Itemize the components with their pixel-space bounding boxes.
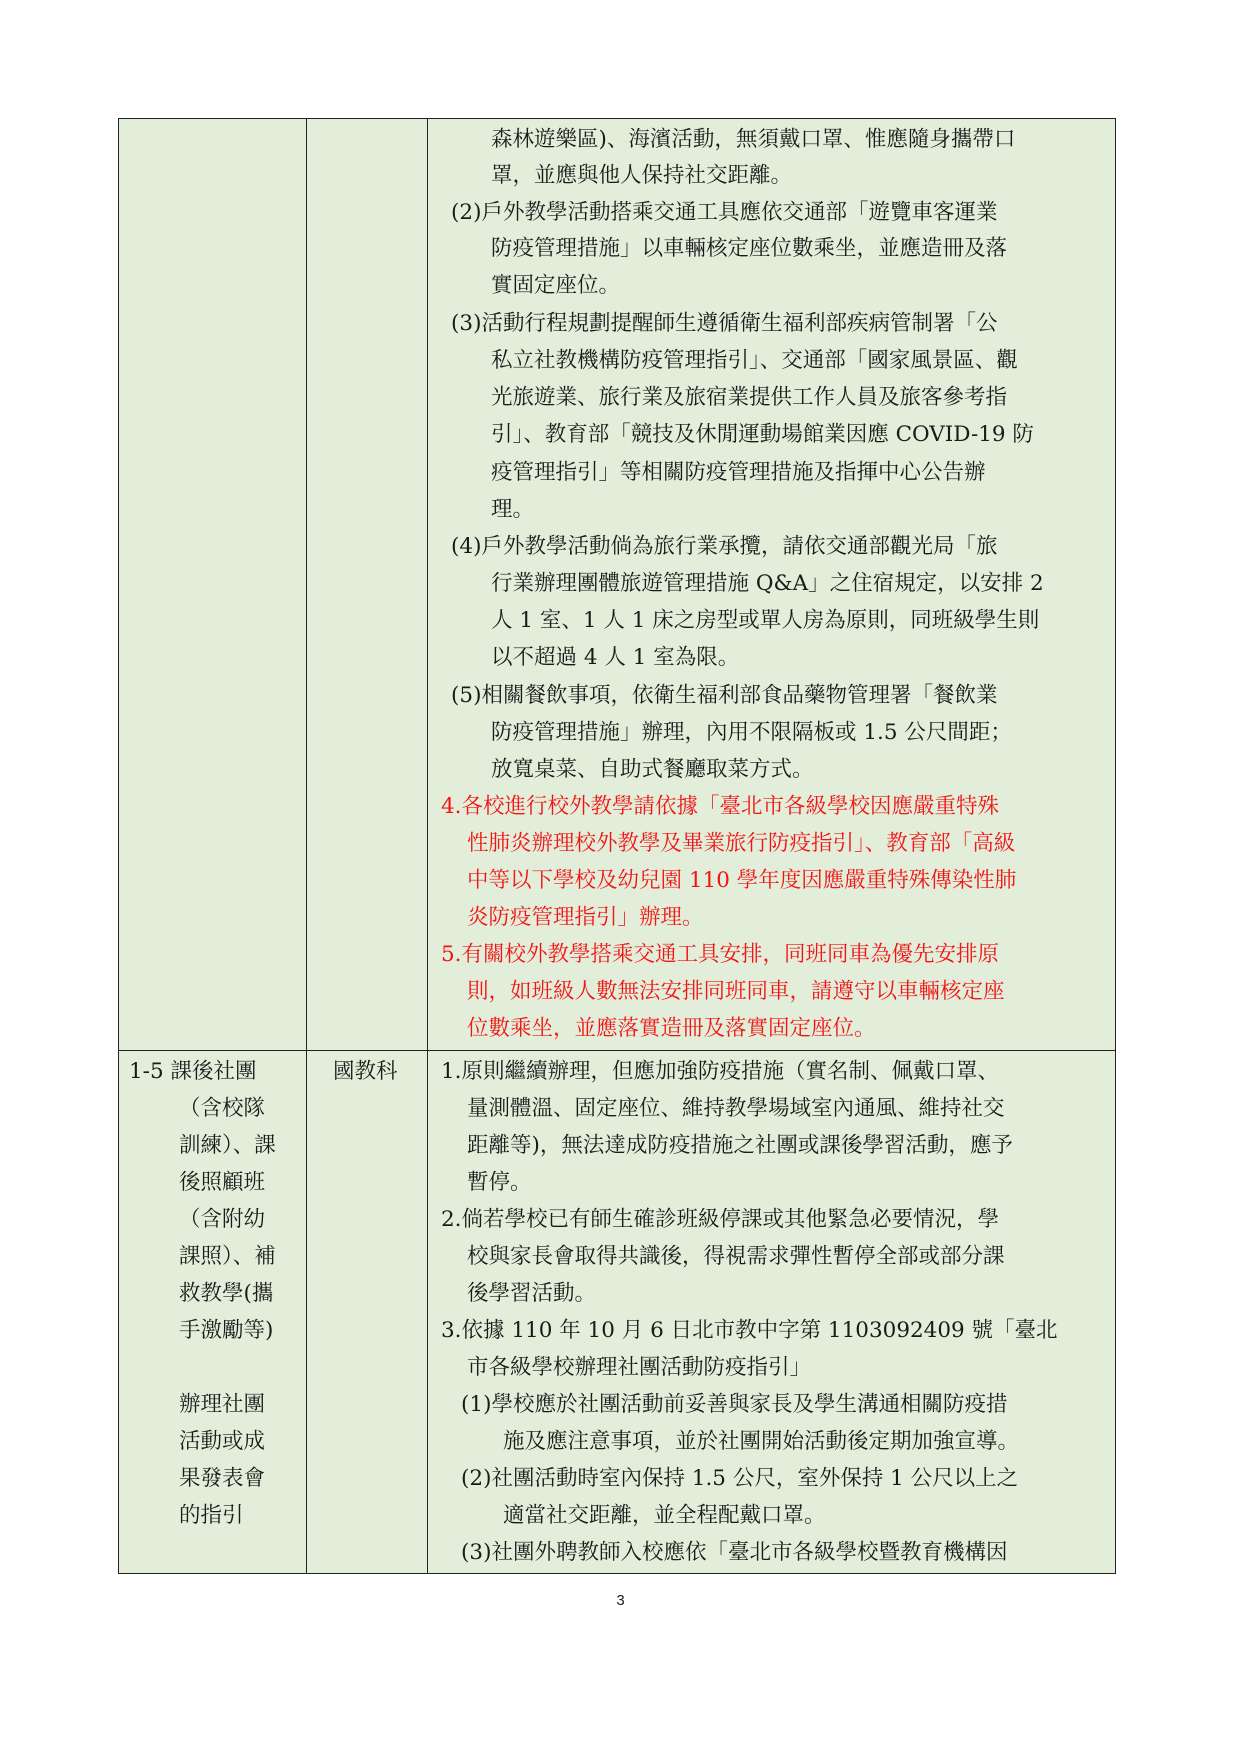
- content-line: (4)戶外教學活動倘為旅行業承攬，請依交通部觀光局「旅: [451, 534, 998, 559]
- content-line: (2)戶外教學活動搭乘交通工具應依交通部「遊覽車客運業: [451, 200, 998, 225]
- content-line-highlight: 位數乘坐，並應落實造冊及落實固定座位。: [467, 1016, 876, 1041]
- content-line: 理。: [491, 497, 535, 522]
- item-line: 1-5 課後社團: [129, 1059, 257, 1084]
- content-line: 量測體溫、固定座位、維持教學場域室內通風、維持社交: [467, 1096, 1005, 1121]
- content-line: (1)學校應於社團活動前妥善與家長及學生溝通相關防疫措: [461, 1392, 1008, 1417]
- column-divider-2: [427, 119, 428, 1573]
- content-line: (3)活動行程規劃提醒師生遵循衛生福利部疾病管制署「公: [451, 311, 998, 336]
- content-line: 暫停。: [467, 1170, 532, 1195]
- column-divider-1: [306, 119, 307, 1573]
- content-line: 防疫管理措施」辦理，內用不限隔板或 1.5 公尺間距；: [491, 720, 1012, 745]
- content-line-highlight: 中等以下學校及幼兒園 110 學年度因應嚴重特殊傳染性肺: [467, 868, 1017, 893]
- content-line: 人 1 室、1 人 1 床之房型或單人房為原則，同班級學生則: [491, 608, 1040, 633]
- content-line-highlight: 5.有關校外教學搭乘交通工具安排，同班同車為優先安排原: [441, 942, 1000, 967]
- item-line: 後照顧班: [179, 1170, 266, 1195]
- item-line: 訓練）、課: [179, 1133, 276, 1158]
- content-line: (3)社團外聘教師入校應依「臺北市各級學校暨教育機構因: [461, 1540, 1008, 1565]
- content-line: 光旅遊業、旅行業及旅宿業提供工作人員及旅客參考指: [491, 385, 1008, 410]
- item-line: 辦理社團: [179, 1392, 266, 1417]
- content-line: 引」、教育部「競技及休閒運動場館業因應 COVID-19 防: [491, 422, 1034, 447]
- content-line: 防疫管理措施」以車輛核定座位數乘坐，並應造冊及落: [491, 236, 1008, 261]
- content-line-highlight: 4.各校進行校外教學請依據「臺北市各級學校因應嚴重特殊: [441, 794, 1000, 819]
- item-line: 活動或成: [179, 1429, 266, 1454]
- content-line: 適當社交距離，並全程配戴口罩。: [503, 1503, 826, 1528]
- content-line: 放寬桌菜、自助式餐廳取菜方式。: [491, 757, 814, 782]
- item-line: 手激勵等): [179, 1318, 274, 1343]
- guideline-table: [118, 118, 1116, 1574]
- content-line: 森林遊樂區)、海濱活動，無須戴口罩、惟應隨身攜帶口: [491, 127, 1016, 152]
- item-line: 課照）、補: [179, 1244, 276, 1269]
- content-line: 校與家長會取得共識後，得視需求彈性暫停全部或部分課: [467, 1244, 1005, 1269]
- content-line: 以不超過 4 人 1 室為限。: [491, 645, 740, 670]
- content-line: 市各級學校辦理社團活動防疫指引」: [467, 1355, 812, 1380]
- content-line: 1.原則繼續辦理，但應加強防疫措施（實名制、佩戴口罩、: [441, 1059, 1000, 1084]
- content-line-highlight: 炎防疫管理指引」辦理。: [467, 905, 704, 930]
- item-line: （含校隊: [179, 1096, 266, 1121]
- content-line: 3.依據 110 年 10 月 6 日北市教中字第 1103092409 號「臺北: [441, 1318, 1058, 1343]
- content-line: 2.倘若學校已有師生確診班級停課或其他緊急必要情況，學: [441, 1207, 1000, 1232]
- content-line: (5)相關餐飲事項，依衛生福利部食品藥物管理署「餐飲業: [451, 683, 998, 708]
- item-line: 的指引: [179, 1503, 244, 1528]
- content-line: 施及應注意事項，並於社團開始活動後定期加強宣導。: [503, 1429, 1020, 1454]
- content-line: 後學習活動。: [467, 1281, 597, 1306]
- content-line-highlight: 性肺炎辦理校外教學及畢業旅行防疫指引」、教育部「高級: [467, 831, 1016, 856]
- content-line: 私立社教機構防疫管理指引」、交通部「國家風景區、觀: [491, 348, 1018, 373]
- content-line-highlight: 則，如班級人數無法安排同班同車，請遵守以車輛核定座: [467, 979, 1005, 1004]
- page-number: 3: [616, 1592, 625, 1609]
- content-line: (2)社團活動時室內保持 1.5 公尺，室外保持 1 公尺以上之: [461, 1466, 1019, 1491]
- content-line: 疫管理指引」等相關防疫管理措施及指揮中心公告辦: [491, 460, 986, 485]
- content-line: 罩，並應與他人保持社交距離。: [491, 163, 793, 188]
- item-line: 救教學(攜: [179, 1281, 274, 1306]
- content-line: 行業辦理團體旅遊管理措施 Q&A」之住宿規定，以安排 2: [491, 571, 1044, 596]
- item-line: （含附幼: [179, 1207, 266, 1232]
- item-line: 果發表會: [179, 1466, 266, 1491]
- unit-label: 國教科: [333, 1059, 398, 1084]
- row-divider: [119, 1050, 1115, 1051]
- content-line: 距離等)，無法達成防疫措施之社團或課後學習活動，應予: [467, 1133, 1013, 1158]
- content-line: 實固定座位。: [491, 273, 621, 298]
